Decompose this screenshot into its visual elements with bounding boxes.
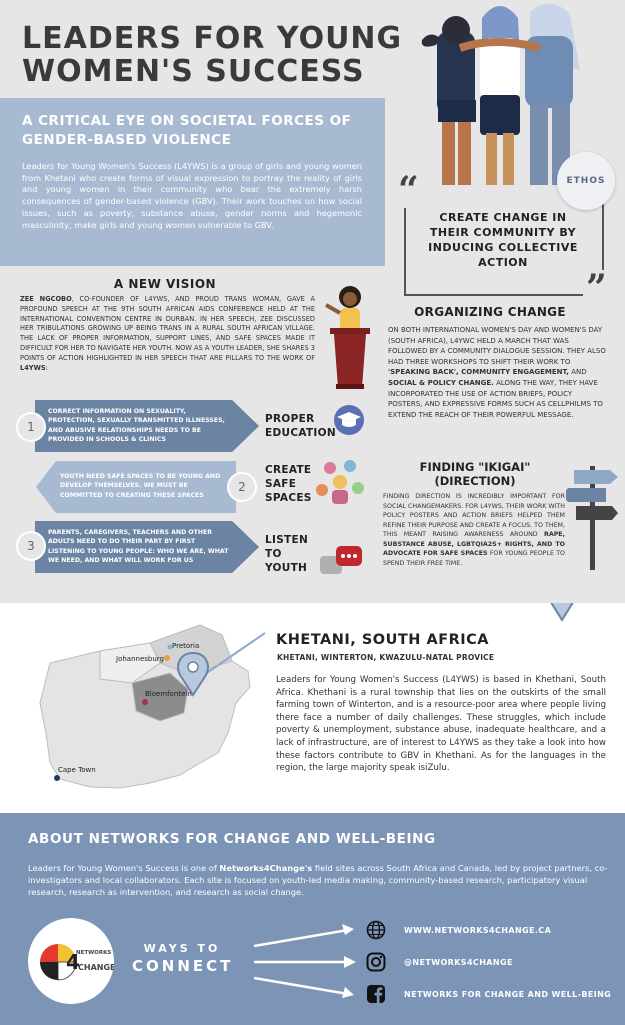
networks4change-logo xyxy=(28,918,114,1004)
critical-eye-body: Leaders for Young Women's Success (L4YWS) is a group of girls and young women from Khetani who create forms of visual expression to portray the reality of girls and young women in their community who bear the extremely harsh consequences of gender-based violence (GBV). Their work touches on how social issues, such as poverty, substance abuse, gender norms and hegemonic masculinity, make girls and young women vulnerable to GBV. xyxy=(22,161,362,230)
ethos-badge: ETHOS xyxy=(557,152,615,210)
khetani-body: Leaders for Young Women's Success (L4YWS) is based in Khethani, South Africa. Khethani is a rural township that lies on the outskirts of the small farming town of Winterton, and is a resource-poor area where people living there face a number of daily challenges. These struggles, which include poverty & unemployment, substance abuse, inadequate healthcare, and a lack of infrastructure, are of interest to L4YWS as they take a look into how these factors contribute to GBV in Khethani. As for the languages in the region, the large majority speak isiZulu. xyxy=(276,675,606,774)
organizing-p2: AND xyxy=(568,368,587,377)
instagram-link[interactable]: @NETWORKS4CHANGE xyxy=(404,958,513,967)
ikigai-p2: FOR YOUNG PEOPLE TO SPEND THEIR FREE TIME. xyxy=(383,550,565,567)
speech-bubbles-icon xyxy=(318,544,364,578)
pillar-3-text: PARENTS, CAREGIVERS, TEACHERS AND OTHER ADULTS NEED TO DO THEIR PART BY FIRST LISTENING TO YOUNG PEOPLE: WHO WE ARE, WHAT WE NEED, AND WHAT WILL WORK FOR US xyxy=(48,529,229,565)
pillar-2-text: YOUTH NEED SAFE SPACES TO BE YOUNG AND DEVELOP THEMSELVES. WE MUST BE COMMITTED TO CREATING THESE SPACES xyxy=(60,473,221,499)
organizing-p3: ALONG THE WAY, THEY HAVE INCORPORATED THE USE OF ACTION BRIEFS, POLICY POSTERS, AND EXPRESSIVE FORMS SUCH AS CELLPHILMS TO EXTEND THE REACH OF THEIR POWERFUL MESSAGE. xyxy=(388,378,603,419)
vision-end: : xyxy=(45,363,48,372)
pillar-1-text: CORRECT INFORMATION ON SEXUALITY, PROTECTION, SEXUALLY TRANSMITTED ILLNESSES, AND ABUSIVE RELATIONSHIPS NEEDS TO BE PROVIDED IN SCHOOLS & CLINICS xyxy=(48,408,225,444)
pillar-3-label: LISTEN TO YOUTH xyxy=(265,534,309,574)
globe-icon[interactable] xyxy=(366,920,386,940)
page-title: LEADERS FOR YOUNG WOMEN'S SUCCESS xyxy=(22,21,403,89)
speaker-podium-illustration xyxy=(318,283,376,391)
about-p1: Leaders for Young Women's Success is one of xyxy=(28,863,220,873)
organizing-body xyxy=(388,325,608,420)
website-link[interactable]: WWW.NETWORKS4CHANGE.CA xyxy=(404,926,552,935)
about-body xyxy=(28,862,608,898)
connect-label: CONNECT xyxy=(132,957,234,975)
organizing-p1: ON BOTH INTERNATIONAL WOMEN'S DAY AND WOMEN'S DAY (SOUTH AFRICA), L4YWC HELD A MARCH THAT WAS FOLLOWED BY A COMMUNITY DIALOGUE SESSION. THEY ALSO HAD THREE WORKSHOPS TO SHIFT THEIR WORK TO xyxy=(388,326,606,366)
vision-lead: ZEE NGCOBO xyxy=(20,295,72,303)
city-johannesburg: Johannesburg xyxy=(116,655,164,663)
about-p2: field sites across South Africa and Canada, led by project partners, co-investigators and local collaborators. Each site is focused on youth-led media making, community-based research, participatory visual research, research as intervention, and research as social change. xyxy=(28,863,608,897)
connect-arrows xyxy=(250,920,360,1010)
facebook-icon[interactable] xyxy=(366,984,386,1004)
pillar-1-label: PROPER EDUCATION xyxy=(265,413,336,439)
pillar-2-label: CREATE SAFE SPACES xyxy=(265,464,312,504)
signpost-icon xyxy=(566,462,620,572)
logo-networks: NETWORKS xyxy=(76,950,112,956)
organizing-heading: ORGANIZING CHANGE xyxy=(414,305,566,319)
facebook-link[interactable]: NETWORKS FOR CHANGE AND WELL-BEING xyxy=(404,990,612,999)
ways-label: WAYS TO xyxy=(143,942,221,955)
logo-change: CHANGE xyxy=(78,963,114,972)
logo-medicine-wheel xyxy=(28,918,114,1004)
organizing-b2: SOCIAL & POLICY CHANGE. xyxy=(388,378,494,387)
vision-tail: L4YWS xyxy=(20,363,46,372)
about-heading: ABOUT NETWORKS FOR CHANGE AND WELL-BEING xyxy=(28,831,436,847)
city-pretoria: Pretoria xyxy=(172,642,200,650)
pillar-3-number: 3 xyxy=(18,533,44,559)
city-bloemfontein: Bloemfontein xyxy=(145,690,192,698)
pillar-2-number: 2 xyxy=(229,474,255,500)
ikigai-b1: RAPE, SUBSTANCE ABUSE, LGBTQIA2S+ RIGHTS, AND TO ADVOCATE FOR SAFE SPACES xyxy=(383,531,565,557)
pillar-1-number: 1 xyxy=(18,414,44,440)
ikigai-heading: FINDING "IKIGAI" (DIRECTION) xyxy=(419,460,531,488)
about-b1: Networks4Change's xyxy=(219,863,313,873)
ways-to-connect xyxy=(132,942,232,975)
ikigai-p1: FINDING DIRECTION IS INCREDIBLY IMPORTANT FOR SOCIAL CHANGEMAKERS. FOR L4YWS, THEIR WORK WITH POLICY POSTERS AND ACTION BRIEFS HELPED THEM REFINE THEIR PURPOSE AND CREATE A FOCUS. TO THEM, THIS MEANT RAISING AWARENESS AROUND xyxy=(383,493,565,538)
community-people-icon xyxy=(310,456,372,508)
ikigai-body xyxy=(383,492,565,568)
vision-heading: A NEW VISION xyxy=(113,277,217,291)
city-capetown: Cape Town xyxy=(58,766,96,774)
open-quote-icon: “ xyxy=(395,172,422,208)
instagram-icon[interactable] xyxy=(366,952,386,972)
ethos-quote: CREATE CHANGE IN THEIR COMMUNITY BY INDUCING COLLECTIVE ACTION xyxy=(428,211,578,269)
khetani-subheading: KHETANI, WINTERTON, KWAZULU-NATAL PROVICE xyxy=(277,653,495,662)
khetani-heading: KHETANI, SOUTH AFRICA xyxy=(276,632,490,648)
logo-four: 4 xyxy=(66,950,80,974)
graduation-cap-icon xyxy=(333,404,365,436)
organizing-b1: 'SPEAKING BACK', COMMUNITY ENGAGEMENT, xyxy=(388,368,569,377)
vision-body xyxy=(20,295,315,373)
vision-text: , CO-FOUNDER OF L4YWS, AND PROUD TRANS WOMAN, GAVE A PROFOUND SPEECH AT THE 9TH SOUTH AFRICAN AIDS CONFERENCE HELD AT THE INTERNATIONAL CONVENTION CENTRE IN DURBAN. IN HER SPEECH, ZEE DISCUSSED HER TRIBULATIONS GROWING UP BEING TRANS IN A RURAL SOUTH AFRICAN VILLAGE. THE LACK OF PROPER INFORMATION, SUPPORT LINES, AND SAFE SPACES MADE IT DIFFICULT FOR HER TO NAVIGATE HER YOUTH. NOW AS A YOUTH LEADER, SHE SHARES 3 POINTS OF ACTION HIGHLIGHTED IN HER SPEECH THAT ARE PILLARS TO THE WORK OF xyxy=(20,295,316,362)
critical-eye-title: A CRITICAL EYE ON SOCIETAL FORCES OF GENDER-BASED VIOLENCE xyxy=(22,113,352,148)
close-quote-icon: ” xyxy=(583,270,610,306)
